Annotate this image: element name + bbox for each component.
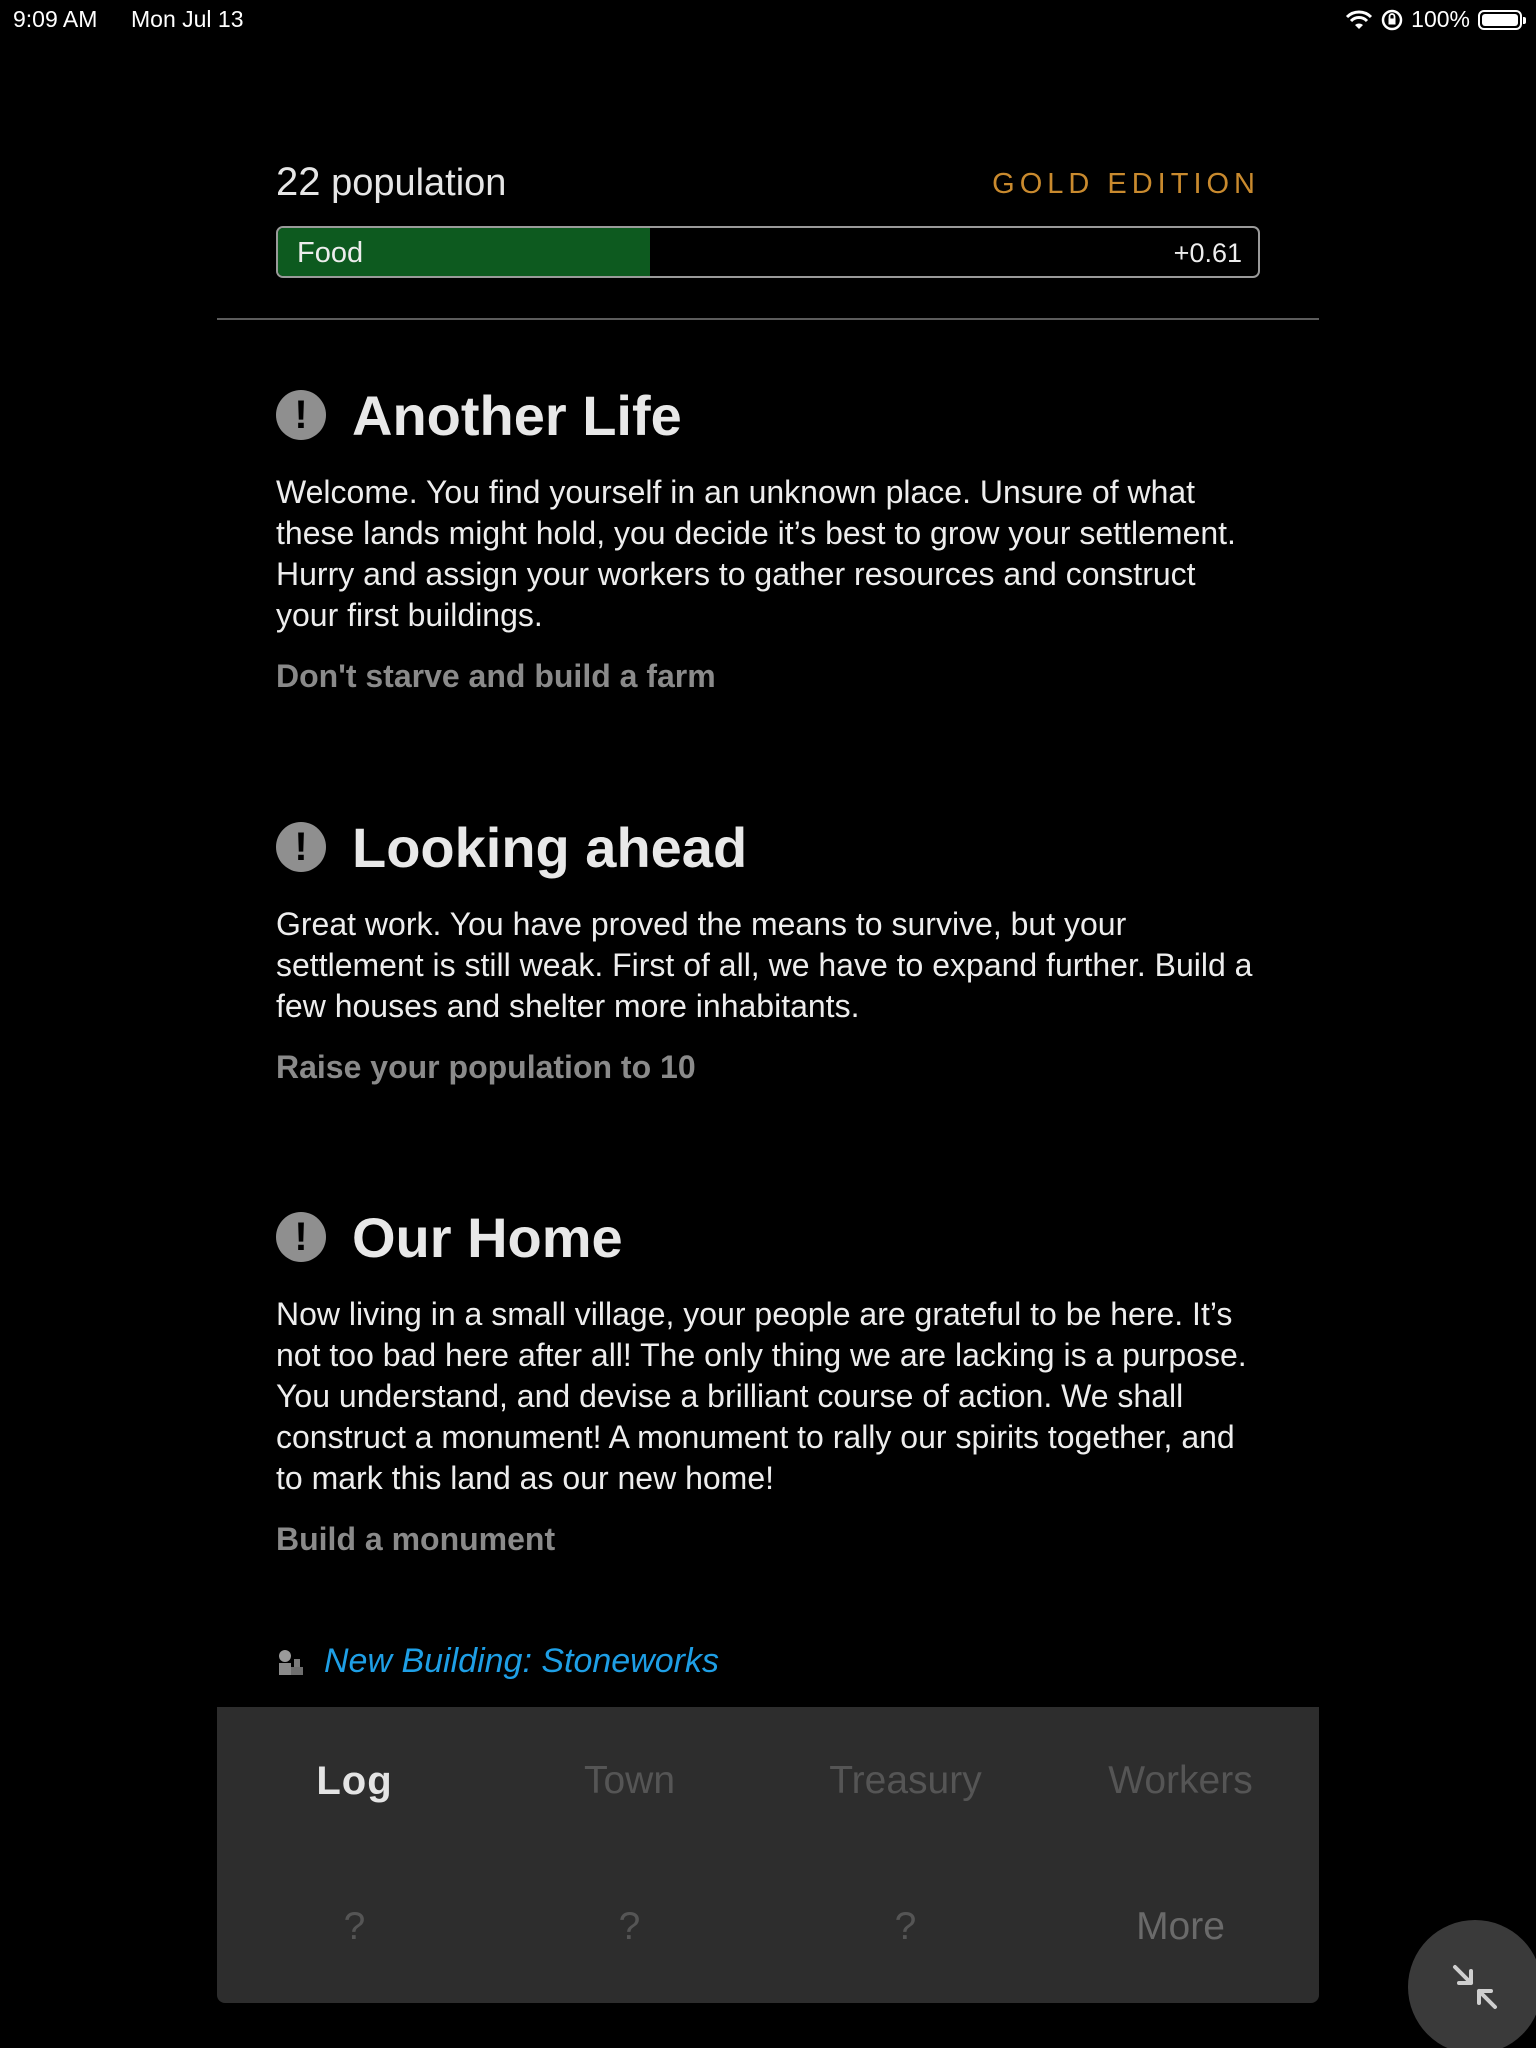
wifi-icon	[1345, 10, 1373, 30]
population-label: population	[331, 162, 507, 204]
log-entry-title: Another Life	[352, 383, 682, 447]
edition-label: GOLD EDITION	[992, 168, 1260, 200]
log-entry-body: Now living in a small village, your people are grateful to be here. It’s not too bad here after all! The only thing we are lacking is a purpose. You understand, and devise a brilliant course of action. We shall construct a monument! A monument to rally our spirits together, and to mark this land as our new home!	[276, 1296, 1247, 1496]
food-rate: +0.61	[1173, 238, 1242, 268]
collapse-arrows-icon	[1447, 1959, 1503, 2015]
status-bar	[0, 0, 1536, 40]
tab-workers[interactable]: Workers	[1108, 1759, 1253, 1802]
log-entry	[276, 1192, 1266, 1558]
log-entry-title: Looking ahead	[352, 815, 748, 879]
log-entry-goal: Don't starve and build a farm	[276, 658, 716, 694]
shrink-window-button[interactable]	[1408, 1920, 1536, 2048]
log-entry	[276, 802, 1266, 1086]
exclamation-icon: !	[276, 390, 326, 440]
header-divider	[217, 318, 1319, 320]
log-entry-goal: Raise your population to 10	[276, 1049, 696, 1085]
log-entry-body: Welcome. You find yourself in an unknown place. Unsure of what these lands might hold, you decide it’s best to grow your settlement. Hurry and assign your workers to gather resources and construct your first buildings.	[276, 474, 1236, 633]
tab-log[interactable]: Log	[316, 1759, 393, 1803]
status-date: Mon Jul 13	[131, 6, 244, 32]
orientation-lock-icon	[1381, 9, 1403, 31]
new-building-link[interactable]: New Building: Stoneworks	[324, 1642, 719, 1680]
tab-more[interactable]: More	[1136, 1905, 1225, 1948]
food-progress-bar[interactable]	[276, 226, 1260, 278]
log-entry-body: Great work. You have proved the means to survive, but your settlement is still weak. First of all, we have to expand further. Build a few houses and shelter more inhabitants.	[276, 906, 1253, 1024]
tab-locked-2[interactable]: ?	[618, 1905, 641, 1948]
tab-locked-1[interactable]: ?	[343, 1905, 366, 1948]
population-count: 22	[276, 160, 321, 204]
exclamation-icon: !	[276, 822, 326, 872]
log-entry-goal: Build a monument	[276, 1521, 556, 1557]
food-label: Food	[297, 237, 364, 269]
battery-percent: 100%	[1411, 6, 1470, 32]
tab-town[interactable]: Town	[583, 1759, 676, 1802]
population-display	[276, 160, 506, 205]
battery-icon	[1478, 10, 1522, 30]
bottom-nav	[217, 1707, 1319, 2003]
status-indicators	[1345, 6, 1522, 33]
log-entry-title: Our Home	[352, 1205, 623, 1269]
log-entry	[276, 370, 1266, 695]
status-time: 9:09 AM	[13, 6, 98, 32]
tab-treasury[interactable]: Treasury	[829, 1759, 982, 1802]
tab-locked-3[interactable]: ?	[894, 1905, 917, 1948]
building-icon	[276, 1647, 306, 1677]
exclamation-icon: !	[276, 1212, 326, 1262]
new-building-notice[interactable]	[276, 1642, 719, 1681]
